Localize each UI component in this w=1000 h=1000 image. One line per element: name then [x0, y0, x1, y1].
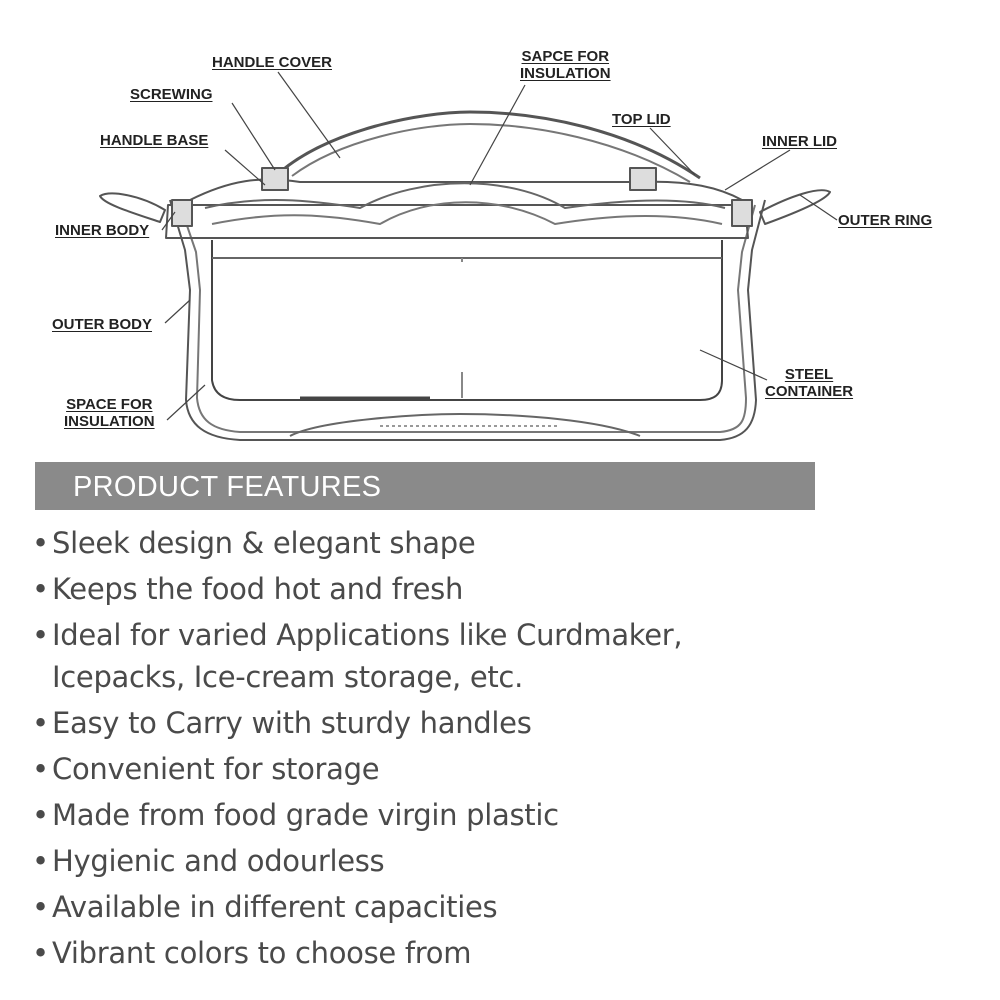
feature-item — [32, 522, 682, 564]
label-inner-body: INNER BODY — [55, 222, 150, 239]
label-space-for-line2: INSULATION — [64, 413, 155, 430]
inner-body-rim — [166, 205, 748, 238]
feature-text: Made from food grade virgin plastic — [52, 798, 559, 832]
bullet-icon: • — [32, 752, 49, 786]
feature-text: Easy to Carry with sturdy handles — [52, 706, 532, 740]
feature-item — [32, 932, 682, 974]
feature-text: Ideal for varied Applications like Curdmaker, — [52, 618, 683, 652]
label-steel-line2: CONTAINER — [765, 383, 854, 400]
right-handle-shape — [760, 190, 830, 224]
feature-item — [32, 886, 682, 928]
bullet-icon: • — [32, 526, 49, 560]
bullet-icon: • — [32, 706, 49, 740]
label-outer-ring: OUTER RING — [838, 212, 933, 229]
steel-container-shape — [212, 240, 722, 400]
product-features-title: PRODUCT FEATURES — [73, 471, 382, 503]
feature-item — [32, 702, 682, 744]
feature-text: Convenient for storage — [52, 752, 380, 786]
label-space-for-insulation-bottom — [64, 396, 155, 430]
outer-body-shape — [170, 200, 765, 440]
feature-text: Available in different capacities — [52, 890, 498, 924]
feature-text: Sleek design & elegant shape — [52, 526, 476, 560]
bullet-icon: • — [32, 798, 49, 832]
feature-item — [32, 568, 682, 610]
label-space-for-line1: SPACE FOR — [66, 396, 153, 413]
feature-item — [32, 794, 682, 836]
feature-text: Hygienic and odourless — [52, 844, 385, 878]
product-features-banner — [35, 462, 815, 510]
bullet-icon: • — [32, 844, 49, 878]
bullet-icon: • — [32, 618, 49, 652]
product-cross-section-diagram — [0, 0, 1000, 455]
label-sapce-for-line2: INSULATION — [520, 65, 611, 82]
feature-item — [32, 614, 682, 656]
feature-item-continuation — [32, 656, 682, 698]
bullet-icon: • — [32, 572, 49, 606]
label-steel-line1: STEEL — [784, 366, 834, 383]
bullet-icon: • — [32, 936, 49, 970]
label-steel-container — [765, 366, 853, 400]
feature-list — [32, 522, 682, 978]
label-handle-base: HANDLE BASE — [100, 132, 209, 149]
label-top-lid: TOP LID — [612, 111, 671, 128]
label-handle-cover: HANDLE COVER — [212, 54, 333, 71]
label-inner-lid: INNER LID — [762, 133, 837, 150]
feature-item — [32, 840, 682, 882]
bullet-icon: • — [32, 890, 49, 924]
feature-text: Vibrant colors to choose from — [52, 936, 472, 970]
label-screwing: SCREWING — [130, 86, 213, 103]
left-handle-shape — [100, 194, 165, 222]
feature-text: Icepacks, Ice-cream storage, etc. — [52, 660, 523, 694]
label-sapce-for-line1: SAPCE FOR — [521, 48, 610, 65]
feature-item — [32, 748, 682, 790]
label-outer-body: OUTER BODY — [52, 316, 153, 333]
label-sapce-for-insulation-top — [520, 48, 611, 82]
feature-text: Keeps the food hot and fresh — [52, 572, 464, 606]
